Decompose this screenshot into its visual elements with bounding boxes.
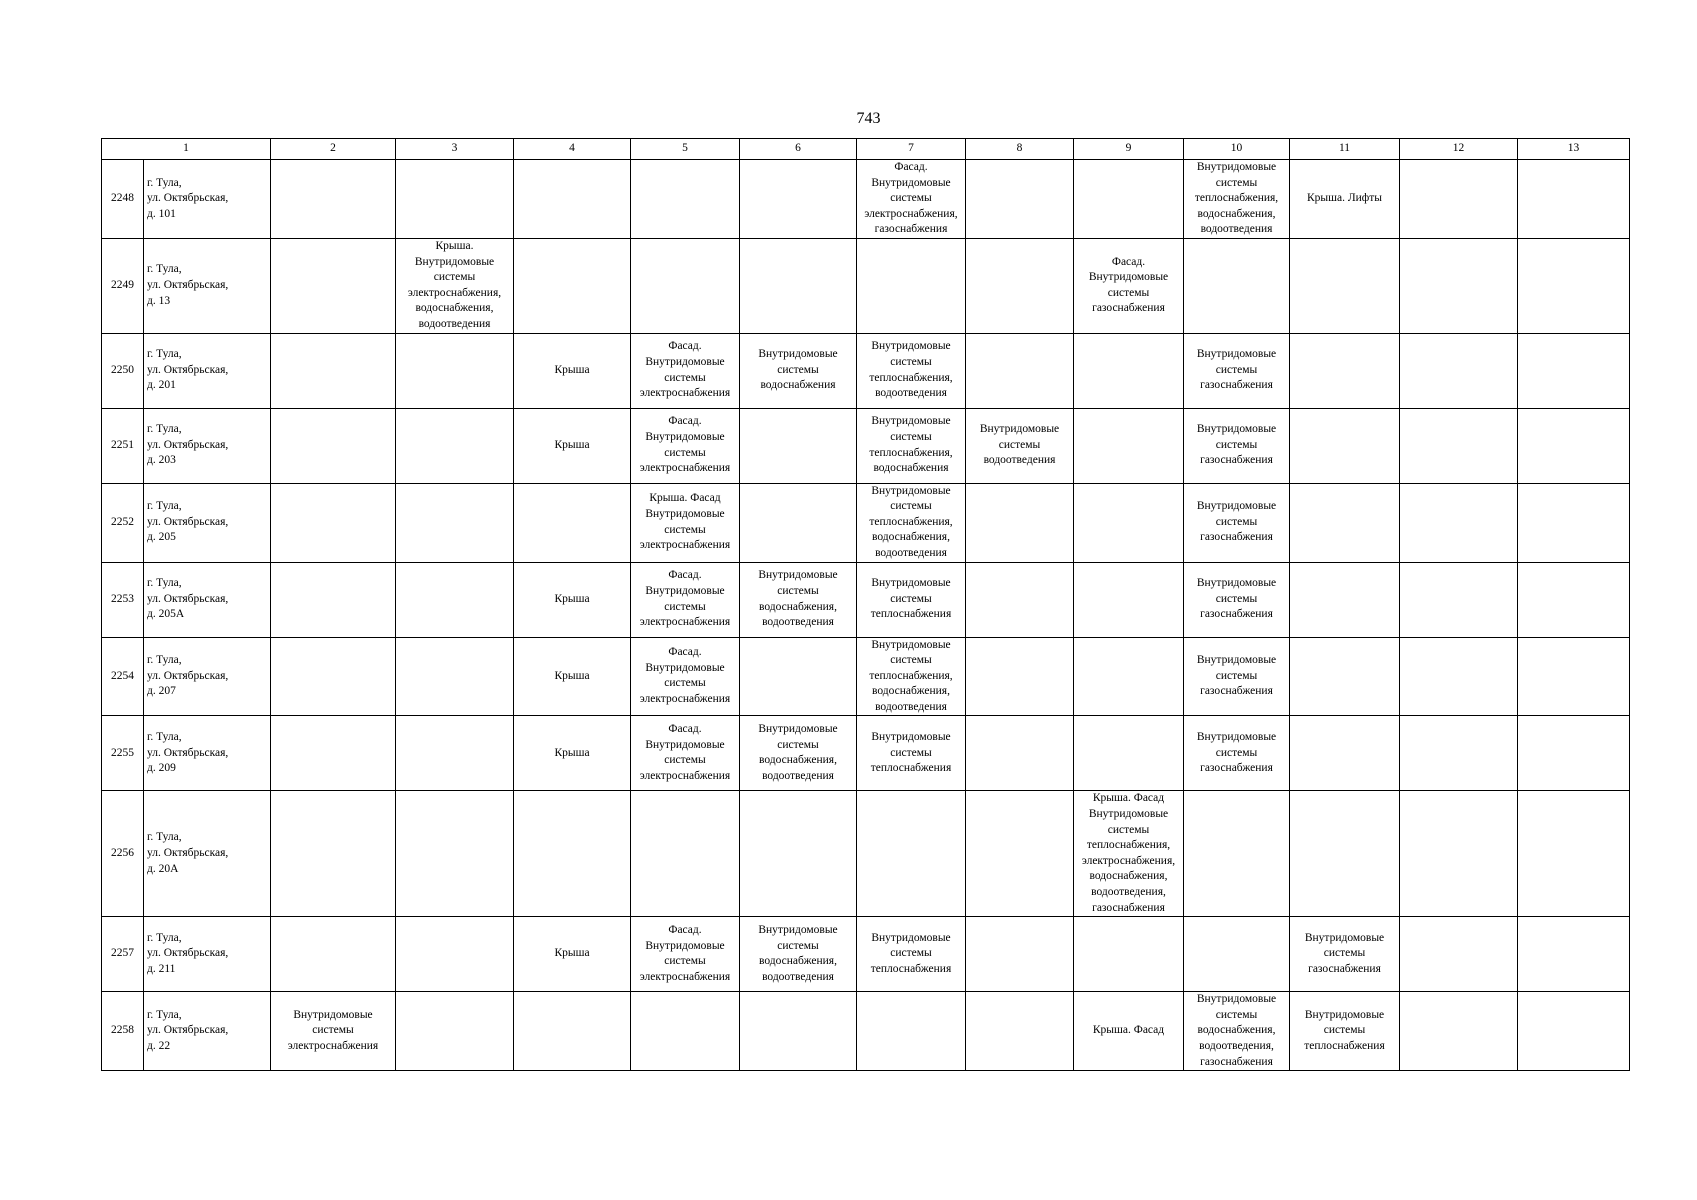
work-type-text: Фасад. Внутридомовые системы электроснабжения, газоснабжения bbox=[864, 161, 958, 236]
work-type-text: Внутридомовые системы теплоснабжения bbox=[870, 931, 952, 976]
work-type-text: Крыша bbox=[554, 363, 590, 376]
work-type-cell bbox=[1074, 333, 1184, 408]
work-type-cell bbox=[631, 917, 740, 992]
work-type-cell bbox=[396, 160, 514, 239]
work-type-cell bbox=[857, 791, 966, 917]
work-type-text: Внутридомовые системы водоснабжения bbox=[758, 348, 838, 392]
work-type-cell bbox=[1400, 483, 1518, 562]
work-type-cell bbox=[1518, 562, 1630, 637]
table-row bbox=[102, 333, 1630, 408]
column-number-cell: 1 bbox=[102, 139, 271, 160]
work-type-text: Крыша. Фасад Внутридомовые системы электроснабжения bbox=[639, 492, 731, 552]
work-type-cell bbox=[514, 160, 631, 239]
address-text: г. Тула, ул. Октябрьская, д. 211 bbox=[147, 931, 229, 976]
work-type-cell bbox=[740, 483, 857, 562]
row-number-cell: 2249 bbox=[102, 238, 144, 333]
work-type-cell bbox=[1184, 160, 1290, 239]
row-number-cell: 2256 bbox=[102, 791, 144, 917]
work-type-cell bbox=[271, 637, 396, 716]
work-type-text: Крыша bbox=[554, 746, 590, 759]
column-number-cell: 11 bbox=[1290, 139, 1400, 160]
work-type-text: Фасад. Внутридомовые системы газоснабжения bbox=[1088, 255, 1169, 315]
table-row bbox=[102, 562, 1630, 637]
work-type-cell bbox=[1184, 238, 1290, 333]
table-row bbox=[102, 637, 1630, 716]
work-type-text: Фасад. Внутридомовые системы электроснабжения bbox=[639, 340, 731, 400]
address-text: г. Тула, ул. Октябрьская, д. 22 bbox=[147, 1008, 229, 1052]
work-type-cell bbox=[514, 791, 631, 917]
address-cell bbox=[144, 791, 271, 917]
work-type-cell bbox=[514, 992, 631, 1071]
work-type-text: Фасад. Внутридомовые системы электроснабжения bbox=[639, 646, 731, 706]
work-type-cell bbox=[396, 333, 514, 408]
work-type-cell bbox=[396, 408, 514, 483]
address-cell bbox=[144, 160, 271, 239]
address-text: г. Тула, ул. Октябрьская, д. 205 bbox=[147, 500, 229, 544]
work-type-text: Внутридомовые системы газоснабжения bbox=[1196, 500, 1277, 544]
work-type-cell bbox=[1518, 791, 1630, 917]
work-type-cell bbox=[1290, 716, 1400, 791]
work-type-cell bbox=[966, 238, 1074, 333]
column-number-row bbox=[102, 139, 1630, 160]
work-type-cell bbox=[514, 483, 631, 562]
work-type-cell bbox=[1290, 160, 1400, 239]
work-type-cell bbox=[271, 562, 396, 637]
work-type-text: Внутридомовые системы газоснабжения bbox=[1196, 348, 1277, 392]
work-type-cell bbox=[1074, 483, 1184, 562]
work-type-cell bbox=[1290, 562, 1400, 637]
work-type-cell bbox=[271, 917, 396, 992]
work-type-text: Внутридомовые системы водоснабжения, водоотведения bbox=[758, 723, 838, 783]
work-type-cell bbox=[966, 716, 1074, 791]
work-type-text: Внутридомовые системы водоснабжения, водоотведения bbox=[758, 569, 838, 629]
table-row bbox=[102, 483, 1630, 562]
table-row bbox=[102, 917, 1630, 992]
repair-schedule-table bbox=[101, 138, 1630, 1071]
work-type-cell bbox=[1184, 333, 1290, 408]
work-type-cell bbox=[1518, 160, 1630, 239]
work-type-cell bbox=[396, 716, 514, 791]
work-type-cell bbox=[1184, 992, 1290, 1071]
work-type-text: Фасад. Внутридомовые системы электроснабжения bbox=[639, 415, 731, 475]
work-type-cell bbox=[631, 333, 740, 408]
column-number-cell: 9 bbox=[1074, 139, 1184, 160]
row-number-cell: 2253 bbox=[102, 562, 144, 637]
work-type-cell bbox=[857, 917, 966, 992]
work-type-text: Внутридомовые системы газоснабжения bbox=[1304, 931, 1385, 976]
work-type-cell bbox=[1518, 483, 1630, 562]
work-type-cell bbox=[857, 333, 966, 408]
work-type-cell bbox=[1074, 716, 1184, 791]
work-type-text: Внутридомовые системы теплоснабжения, водоснабжения, водоотведения bbox=[1194, 161, 1279, 236]
work-type-cell bbox=[271, 160, 396, 239]
work-type-cell bbox=[966, 992, 1074, 1071]
work-type-text: Фасад. Внутридомовые системы электроснабжения bbox=[639, 569, 731, 629]
work-type-cell bbox=[1074, 562, 1184, 637]
address-cell bbox=[144, 992, 271, 1071]
work-type-cell bbox=[514, 238, 631, 333]
work-type-cell bbox=[740, 160, 857, 239]
work-type-text: Внутридомовые системы теплоснабжения, водоснабжения, водоотведения bbox=[869, 638, 953, 713]
work-type-cell bbox=[396, 562, 514, 637]
work-type-cell bbox=[1518, 917, 1630, 992]
column-number-cell: 4 bbox=[514, 139, 631, 160]
work-type-text: Внутридомовые системы газоснабжения bbox=[1196, 577, 1277, 621]
table-row bbox=[102, 160, 1630, 239]
work-type-cell bbox=[740, 333, 857, 408]
work-type-cell bbox=[1290, 791, 1400, 917]
work-type-cell bbox=[966, 160, 1074, 239]
column-number-cell: 13 bbox=[1518, 139, 1630, 160]
work-type-cell bbox=[1184, 716, 1290, 791]
work-type-cell bbox=[1518, 408, 1630, 483]
work-type-cell bbox=[966, 637, 1074, 716]
work-type-cell bbox=[514, 562, 631, 637]
table-row bbox=[102, 992, 1630, 1071]
work-type-cell bbox=[1184, 562, 1290, 637]
work-type-text: Крыша bbox=[554, 592, 590, 605]
work-type-cell bbox=[396, 992, 514, 1071]
work-type-cell bbox=[1184, 408, 1290, 483]
work-type-text: Крыша bbox=[554, 947, 590, 960]
work-type-cell bbox=[1290, 917, 1400, 992]
work-type-cell bbox=[740, 917, 857, 992]
work-type-cell bbox=[966, 562, 1074, 637]
column-number-cell: 5 bbox=[631, 139, 740, 160]
work-type-cell bbox=[966, 483, 1074, 562]
work-type-cell bbox=[631, 483, 740, 562]
work-type-cell bbox=[631, 992, 740, 1071]
work-type-cell bbox=[740, 562, 857, 637]
work-type-text: Крыша bbox=[554, 438, 590, 451]
work-type-cell bbox=[740, 791, 857, 917]
work-type-cell bbox=[1400, 637, 1518, 716]
work-type-cell bbox=[631, 716, 740, 791]
work-type-cell bbox=[857, 716, 966, 791]
address-text: г. Тула, ул. Октябрьская, д. 101 bbox=[147, 176, 229, 220]
work-type-cell bbox=[1290, 408, 1400, 483]
work-type-cell bbox=[1518, 637, 1630, 716]
address-text: г. Тула, ул. Октябрьская, д. 205А bbox=[147, 577, 229, 621]
row-number-cell: 2255 bbox=[102, 716, 144, 791]
table-row bbox=[102, 408, 1630, 483]
column-number-cell: 10 bbox=[1184, 139, 1290, 160]
work-type-cell bbox=[740, 992, 857, 1071]
work-type-cell bbox=[631, 408, 740, 483]
row-number-cell: 2258 bbox=[102, 992, 144, 1071]
work-type-cell bbox=[1184, 791, 1290, 917]
work-type-cell bbox=[740, 716, 857, 791]
column-number-cell: 12 bbox=[1400, 139, 1518, 160]
work-type-cell bbox=[631, 238, 740, 333]
work-type-cell bbox=[271, 483, 396, 562]
work-type-cell bbox=[966, 917, 1074, 992]
column-number-cell: 2 bbox=[271, 139, 396, 160]
work-type-cell bbox=[1518, 238, 1630, 333]
work-type-cell bbox=[1400, 791, 1518, 917]
work-type-cell bbox=[1074, 917, 1184, 992]
work-type-cell bbox=[514, 333, 631, 408]
work-type-cell bbox=[1184, 917, 1290, 992]
column-number-cell: 6 bbox=[740, 139, 857, 160]
address-cell bbox=[144, 917, 271, 992]
address-cell bbox=[144, 716, 271, 791]
work-type-cell bbox=[1518, 992, 1630, 1071]
work-type-cell bbox=[1400, 408, 1518, 483]
work-type-cell bbox=[740, 238, 857, 333]
address-text: г. Тула, ул. Октябрьская, д. 20А bbox=[147, 831, 229, 875]
row-number-cell: 2257 bbox=[102, 917, 144, 992]
address-text: г. Тула, ул. Октябрьская, д. 207 bbox=[147, 654, 229, 698]
work-type-text: Крыша. Фасад bbox=[1092, 1024, 1165, 1037]
work-type-cell bbox=[396, 791, 514, 917]
column-number-cell: 7 bbox=[857, 139, 966, 160]
work-type-cell bbox=[514, 637, 631, 716]
work-type-cell bbox=[857, 992, 966, 1071]
work-type-cell bbox=[1400, 716, 1518, 791]
address-cell bbox=[144, 637, 271, 716]
work-type-cell bbox=[857, 483, 966, 562]
work-type-cell bbox=[1074, 637, 1184, 716]
work-type-text: Внутридомовые системы водоснабжения, водоотведения bbox=[758, 924, 838, 983]
work-type-cell bbox=[631, 791, 740, 917]
work-type-cell bbox=[271, 791, 396, 917]
address-text: г. Тула, ул. Октябрьская, д. 209 bbox=[147, 731, 229, 775]
work-type-cell bbox=[396, 483, 514, 562]
work-type-text: Внутридомовые системы водоснабжения, водоотведения, газоснабжения bbox=[1196, 993, 1277, 1068]
table-row bbox=[102, 716, 1630, 791]
work-type-cell bbox=[514, 408, 631, 483]
work-type-cell bbox=[1400, 160, 1518, 239]
address-cell bbox=[144, 483, 271, 562]
work-type-cell bbox=[514, 716, 631, 791]
work-type-cell bbox=[271, 716, 396, 791]
column-number-cell: 3 bbox=[396, 139, 514, 160]
work-type-text: Внутридомовые системы теплоснабжения bbox=[1304, 1008, 1385, 1052]
address-cell bbox=[144, 238, 271, 333]
work-type-cell bbox=[631, 562, 740, 637]
row-number-cell: 2252 bbox=[102, 483, 144, 562]
work-type-text: Внутридомовые системы теплоснабжения bbox=[870, 731, 952, 775]
work-type-cell bbox=[396, 238, 514, 333]
work-type-cell bbox=[1400, 992, 1518, 1071]
work-type-cell bbox=[740, 637, 857, 716]
work-type-cell bbox=[966, 408, 1074, 483]
work-type-cell bbox=[1518, 333, 1630, 408]
work-type-cell bbox=[857, 160, 966, 239]
work-type-cell bbox=[966, 791, 1074, 917]
column-number-cell: 8 bbox=[966, 139, 1074, 160]
work-type-text: Внутридомовые системы теплоснабжения, водоснабжения, водоотведения bbox=[869, 484, 953, 559]
work-type-cell bbox=[1184, 637, 1290, 716]
work-type-cell bbox=[1074, 160, 1184, 239]
row-number-cell: 2254 bbox=[102, 637, 144, 716]
work-type-text: Внутридомовые системы газоснабжения bbox=[1196, 654, 1277, 698]
address-text: г. Тула, ул. Октябрьская, д. 203 bbox=[147, 423, 229, 467]
work-type-cell bbox=[271, 333, 396, 408]
work-type-cell bbox=[1518, 716, 1630, 791]
row-number-cell: 2248 bbox=[102, 160, 144, 239]
work-type-text: Крыша. Лифты bbox=[1306, 192, 1382, 205]
work-type-text: Внутридомовые системы теплоснабжения, водоотведения bbox=[869, 340, 953, 400]
work-type-cell bbox=[1184, 483, 1290, 562]
work-type-text: Крыша. Внутридомовые системы электроснабжения, водоснабжения, водоотведения bbox=[407, 239, 502, 330]
work-type-cell bbox=[740, 408, 857, 483]
work-type-cell bbox=[271, 408, 396, 483]
work-type-text: Внутридомовые системы теплоснабжения bbox=[870, 577, 952, 621]
work-type-cell bbox=[1074, 238, 1184, 333]
work-type-cell bbox=[271, 992, 396, 1071]
work-type-cell bbox=[271, 238, 396, 333]
work-type-text: Внутридомовые системы водоотведения bbox=[979, 423, 1060, 467]
work-type-cell bbox=[1074, 992, 1184, 1071]
work-type-text: Внутридомовые системы газоснабжения bbox=[1196, 731, 1277, 775]
work-type-cell bbox=[966, 333, 1074, 408]
work-type-cell bbox=[1400, 917, 1518, 992]
work-type-cell bbox=[631, 637, 740, 716]
row-number-cell: 2251 bbox=[102, 408, 144, 483]
work-type-cell bbox=[1400, 562, 1518, 637]
work-type-cell bbox=[1074, 408, 1184, 483]
work-type-cell bbox=[1400, 238, 1518, 333]
table-row bbox=[102, 791, 1630, 917]
work-type-text: Внутридомовые системы газоснабжения bbox=[1196, 423, 1277, 467]
work-type-text: Фасад. Внутридомовые системы электроснабжения bbox=[639, 924, 731, 983]
work-type-cell bbox=[857, 238, 966, 333]
work-type-cell bbox=[514, 917, 631, 992]
address-cell bbox=[144, 408, 271, 483]
work-type-cell bbox=[1400, 333, 1518, 408]
work-type-text: Внутридомовые системы теплоснабжения, водоснабжения bbox=[869, 415, 953, 475]
work-type-cell bbox=[857, 408, 966, 483]
work-type-cell bbox=[396, 917, 514, 992]
work-type-cell bbox=[631, 160, 740, 239]
table-row bbox=[102, 238, 1630, 333]
work-type-cell bbox=[857, 562, 966, 637]
work-type-text: Внутридомовые системы электроснабжения bbox=[287, 1008, 379, 1052]
work-type-cell bbox=[857, 637, 966, 716]
work-type-cell bbox=[1290, 483, 1400, 562]
row-number-cell: 2250 bbox=[102, 333, 144, 408]
work-type-text: Фасад. Внутридомовые системы электроснабжения bbox=[639, 723, 731, 783]
work-type-cell bbox=[1290, 637, 1400, 716]
work-type-cell bbox=[1290, 992, 1400, 1071]
address-text: г. Тула, ул. Октябрьская, д. 13 bbox=[147, 263, 229, 307]
address-cell bbox=[144, 562, 271, 637]
address-cell bbox=[144, 333, 271, 408]
page-number: 743 bbox=[856, 110, 881, 127]
work-type-text: Крыша bbox=[554, 669, 590, 682]
address-text: г. Тула, ул. Октябрьская, д. 201 bbox=[147, 348, 229, 392]
work-type-text: Крыша. Фасад Внутридомовые системы теплоснабжения, электроснабжения, водоснабжения, водоотведения, газоснабжения bbox=[1081, 792, 1176, 914]
work-type-cell bbox=[1290, 238, 1400, 333]
work-type-cell bbox=[1290, 333, 1400, 408]
work-type-cell bbox=[1074, 791, 1184, 917]
work-type-cell bbox=[396, 637, 514, 716]
